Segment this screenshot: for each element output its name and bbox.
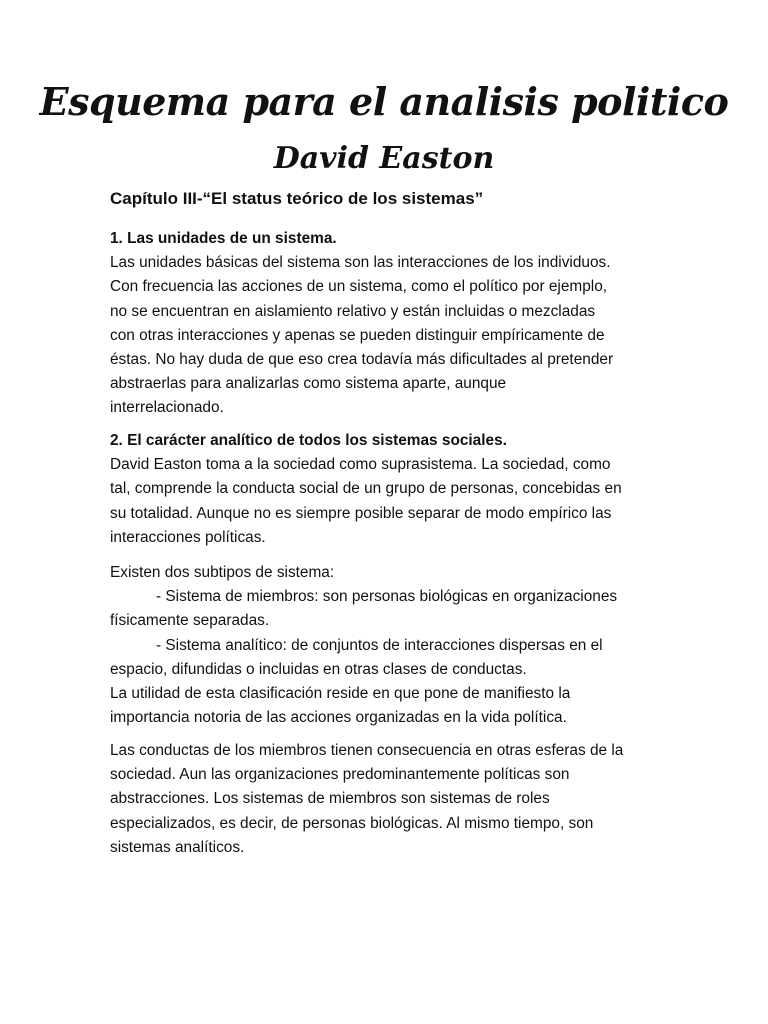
subtype-analytic-line: - Sistema analítico: de conjuntos de interacciones dispersas en el [156,636,603,654]
author-name: David Easton [273,141,495,176]
document-title: Esquema para el analisis politico [39,79,729,124]
section-1-line: con otras interacciones y apenas se pueden distinguir empíricamente de [110,326,605,344]
section-2-line: tal, comprende la conducta social de un grupo de personas, concebidas en [110,480,622,498]
section-1-line: abstraerlas para analizarlas como sistema aparte, aunque [110,375,507,393]
utility-line: La utilidad de esta clasificación reside en que pone de manifiesto la [110,685,571,703]
closing-paragraph [110,739,670,860]
section-1-heading: 1. Las unidades de un sistema. [110,230,337,247]
subtypes-section [110,561,670,730]
subtype-members-line: físicamente separadas. [110,612,270,630]
section-2-heading: 2. El carácter analítico de todos los sistemas sociales. [110,432,507,449]
closing-line: Las conductas de los miembros tienen consecuencia en otras esferas de la [110,742,624,759]
utility-line: importancia notoria de las acciones organizadas en la vida política. [110,709,567,727]
subtype-analytic-line: espacio, difundidas o incluidas en otras clases de conductas. [110,660,527,678]
section-1-line: Las unidades básicas del sistema son las interacciones de los individuos. [110,254,611,272]
chapter-heading: Capítulo III-“El status teórico de los sistemas” [110,189,484,208]
section-1-line: interrelacionado. [110,399,224,417]
subtypes-intro: Existen dos subtipos de sistema: [110,564,335,581]
closing-line: sistemas analíticos. [110,838,245,856]
closing-line: sociedad. Aun las organizaciones predominantemente políticas son [110,766,570,784]
section-1-line: Con frecuencia las acciones de un sistema, como el político por ejemplo, [110,278,608,296]
section-1-line: éstas. No hay duda de que eso crea todavía más dificultades al pretender [110,351,614,369]
closing-line: abstracciones. Los sistemas de miembros son sistemas de roles [110,790,550,808]
section-2-line: interacciones políticas. [110,528,266,546]
section-2-line: su totalidad. Aunque no es siempre posible separar de modo empírico las [110,504,612,522]
subtype-members-line: - Sistema de miembros: son personas biológicas en organizaciones [156,588,618,606]
closing-line: especializados, es decir, de personas biológicas. Al mismo tiempo, son [110,814,594,832]
section-2-line: David Easton toma a la sociedad como suprasistema. La sociedad, como [110,456,611,474]
section-1-line: no se encuentran en aislamiento relativo y están incluidas o mezcladas [110,302,596,320]
section-1 [110,227,670,421]
section-2 [110,429,670,550]
